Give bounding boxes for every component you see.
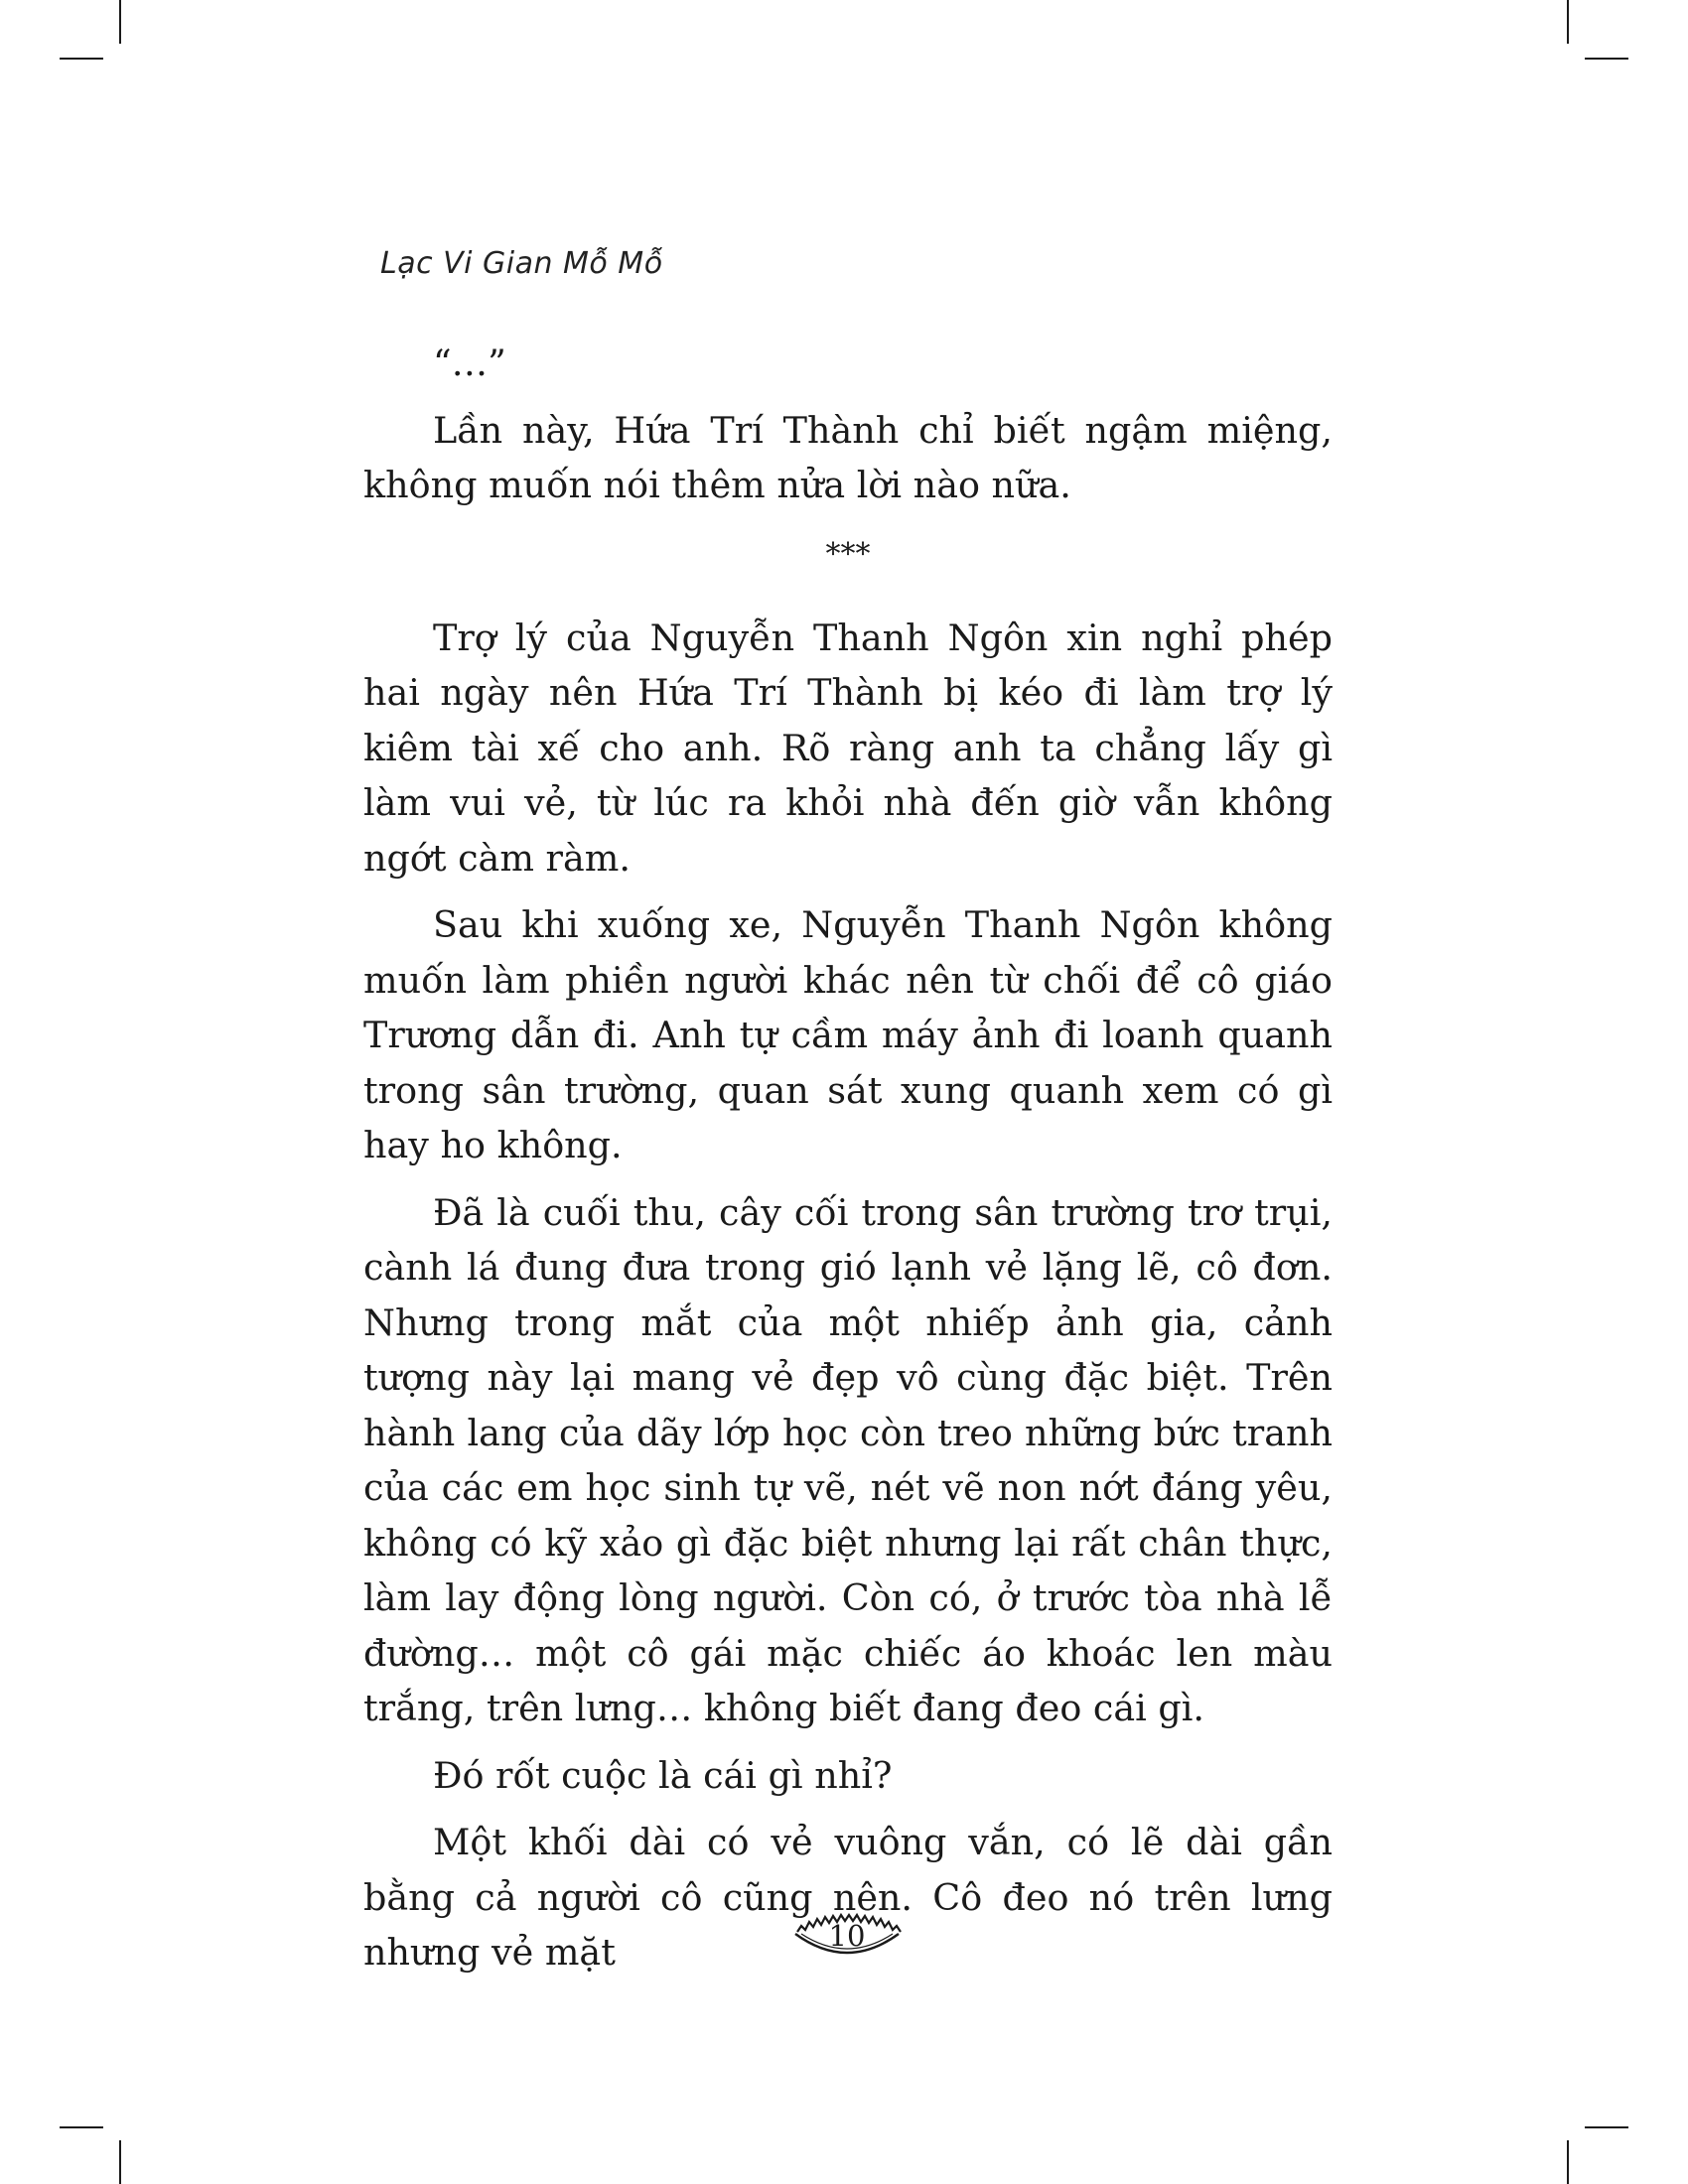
crop-mark-bottom-left-vertical xyxy=(119,2140,121,2184)
paragraph: Đó rốt cuộc là cái gì nhỉ? xyxy=(433,1753,893,1797)
paragraph: Lần này, Hứa Trí Thành chỉ biết ngậm miệng, không muốn nói thêm nửa lời nào nữa. xyxy=(363,408,1333,506)
paragraph: Đã là cuối thu, cây cối trong sân trường trơ trụi, cành lá đung đưa trong gió lạnh vẻ lặng lẽ, cô đơn. Nhưng trong mắt của một nhiếp ảnh gia, cảnh tượng này lại mang vẻ đẹp vô cùng đặc biệt. Trên hành lang của dãy lớp học còn treo những bức tranh của các em học sinh tự vẽ, nét vẽ non nớt đáng yêu, không có kỹ xảo gì đặc biệt nhưng lại rất chân thực, làm lay động lòng người. Còn có, ở trước tòa nhà lễ đường… một cô gái mặc chiếc áo khoác len màu trắng, trên lưng… không biết đang đeo cái gì. xyxy=(363,1190,1333,1729)
crop-mark-bottom-left-horizontal xyxy=(60,2126,103,2128)
section-separator: *** xyxy=(825,536,871,572)
paragraph: Sau khi xuống xe, Nguyễn Thanh Ngôn không muốn làm phiền người khác nên từ chối để cô giáo Trương dẫn đi. Anh tự cầm máy ảnh đi loanh quanh trong sân trường, quan sát xung quanh xem có gì hay ho không. xyxy=(363,903,1333,1166)
page-number-ornament xyxy=(787,1904,907,1968)
crop-mark-top-right-vertical xyxy=(1567,0,1569,44)
crop-mark-top-right-horizontal xyxy=(1585,58,1628,60)
page-body-text xyxy=(363,336,1333,1992)
crop-mark-top-left-vertical xyxy=(119,0,121,44)
crop-mark-bottom-right-horizontal xyxy=(1585,2126,1628,2128)
crop-mark-bottom-right-vertical xyxy=(1567,2140,1569,2184)
paragraph: Trợ lý của Nguyễn Thanh Ngôn xin nghỉ phép hai ngày nên Hứa Trí Thành bị kéo đi làm trợ lý kiêm tài xế cho anh. Rõ ràng anh ta chẳng lấy gì làm vui vẻ, từ lúc ra khỏi nhà đến giờ vẫn không ngớt càm ràm. xyxy=(363,615,1333,880)
page-number: 10 xyxy=(828,1919,866,1953)
paragraph: Một khối dài có vẻ vuông vắn, có lẽ dài gần bằng cả người cô cũng nên. Cô đeo nó trên lưng nhưng vẻ mặt xyxy=(363,1821,1333,1974)
paragraph-ellipsis-quote: “…” xyxy=(433,341,506,384)
running-header-title: Lạc Vi Gian Mỗ Mỗ xyxy=(380,246,663,281)
crop-mark-top-left-horizontal xyxy=(60,58,103,60)
